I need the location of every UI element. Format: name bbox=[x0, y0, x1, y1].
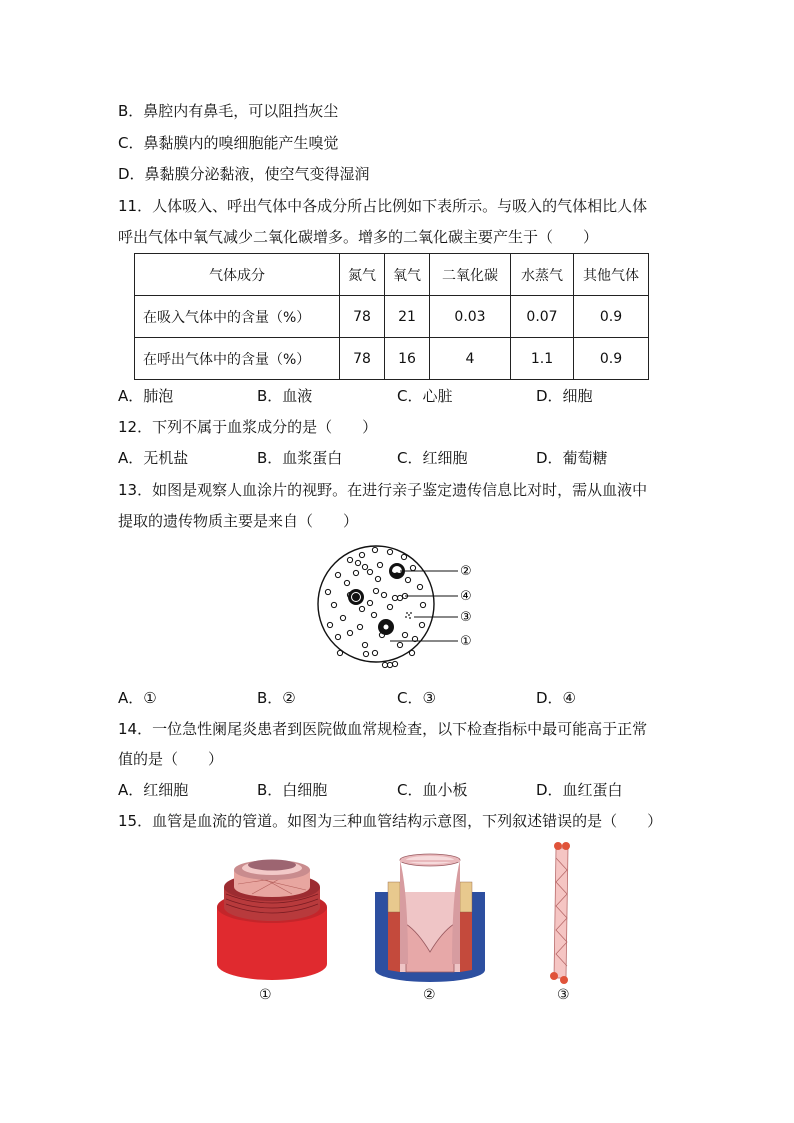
table-cell: 78 bbox=[340, 338, 385, 380]
table-header-cell: 其他气体 bbox=[574, 254, 649, 296]
vein-figure bbox=[370, 852, 490, 987]
table-cell: 0.9 bbox=[574, 338, 649, 380]
vessel-caption-1: ① bbox=[259, 987, 272, 1003]
c-option-line: C．鼻黏膜内的嗅细胞能产生嗅觉 bbox=[118, 134, 339, 152]
q11-option-c: C．心脏 bbox=[397, 387, 453, 405]
gas-composition-table bbox=[134, 253, 649, 380]
q13-option-a: A．① bbox=[118, 689, 157, 707]
q11-option-b: B．血液 bbox=[257, 387, 313, 405]
q13-option-c: C．③ bbox=[397, 689, 436, 707]
table-header-cell: 二氧化碳 bbox=[430, 254, 511, 296]
table-row bbox=[135, 296, 649, 338]
d-option-line: D．鼻黏膜分泌黏液，使空气变得湿润 bbox=[118, 165, 370, 183]
q12-option-d: D．葡萄糖 bbox=[536, 449, 608, 467]
table-cell: 0.07 bbox=[511, 296, 574, 338]
table-cell: 16 bbox=[385, 338, 430, 380]
q14-option-d: D．血红蛋白 bbox=[536, 781, 623, 799]
table-cell: 78 bbox=[340, 296, 385, 338]
question-11-line-1: 11．人体吸入、呼出气体中各成分所占比例如下表所示。与吸入的气体相比人体 bbox=[118, 197, 648, 215]
b-option-line: B．鼻腔内有鼻毛，可以阻挡灰尘 bbox=[118, 102, 339, 120]
question-13-line-2: 提取的遗传物质主要是来自（ ） bbox=[118, 512, 359, 530]
q14-option-a: A．红细胞 bbox=[118, 781, 189, 799]
table-header-cell: 氮气 bbox=[340, 254, 385, 296]
table-cell: 0.03 bbox=[430, 296, 511, 338]
question-14-line-1: 14．一位急性阑尾炎患者到医院做血常规检查，以下检查指标中最可能高于正常 bbox=[118, 720, 648, 738]
table-header-row bbox=[135, 254, 649, 296]
table-cell: 4 bbox=[430, 338, 511, 380]
q14-option-b: B．白细胞 bbox=[257, 781, 328, 799]
question-15: 15．血管是血流的管道。如图为三种血管结构示意图，下列叙述错误的是（ ） bbox=[118, 812, 663, 830]
q13-option-d: D．④ bbox=[536, 689, 576, 707]
question-13-line-1: 13．如图是观察人血涂片的视野。在进行亲子鉴定遗传信息比对时，需从血液中 bbox=[118, 481, 648, 499]
label-3: ③ bbox=[460, 610, 472, 625]
blood-smear-figure bbox=[310, 535, 480, 673]
table-header-cell: 水蒸气 bbox=[511, 254, 574, 296]
table-row bbox=[135, 338, 649, 380]
q11-option-d: D．细胞 bbox=[536, 387, 593, 405]
q12-option-a: A．无机盐 bbox=[118, 449, 189, 467]
q12-option-c: C．红细胞 bbox=[397, 449, 468, 467]
table-header-cell: 氧气 bbox=[385, 254, 430, 296]
question-11-line-2: 呼出气体中氧气减少二氧化碳增多。增多的二氧化碳主要产生于（ ） bbox=[118, 228, 599, 246]
table-header-cell: 气体成分 bbox=[135, 254, 340, 296]
label-2: ② bbox=[460, 564, 472, 579]
q14-option-c: C．血小板 bbox=[397, 781, 468, 799]
table-cell: 21 bbox=[385, 296, 430, 338]
vessel-caption-2: ② bbox=[423, 987, 436, 1003]
table-row-header: 在吸入气体中的含量（%） bbox=[135, 296, 340, 338]
q12-option-b: B．血浆蛋白 bbox=[257, 449, 343, 467]
q11-option-a: A．肺泡 bbox=[118, 387, 174, 405]
table-cell: 0.9 bbox=[574, 296, 649, 338]
table-row-header: 在呼出气体中的含量（%） bbox=[135, 338, 340, 380]
label-4: ④ bbox=[460, 589, 472, 604]
label-1: ① bbox=[460, 634, 472, 649]
question-14-line-2: 值的是（ ） bbox=[118, 750, 224, 768]
q13-option-b: B．② bbox=[257, 689, 296, 707]
table-cell: 1.1 bbox=[511, 338, 574, 380]
vessel-caption-3: ③ bbox=[557, 987, 570, 1003]
artery-figure bbox=[212, 852, 332, 987]
capillary-figure bbox=[542, 838, 582, 988]
question-12: 12．下列不属于血浆成分的是（ ） bbox=[118, 418, 378, 436]
